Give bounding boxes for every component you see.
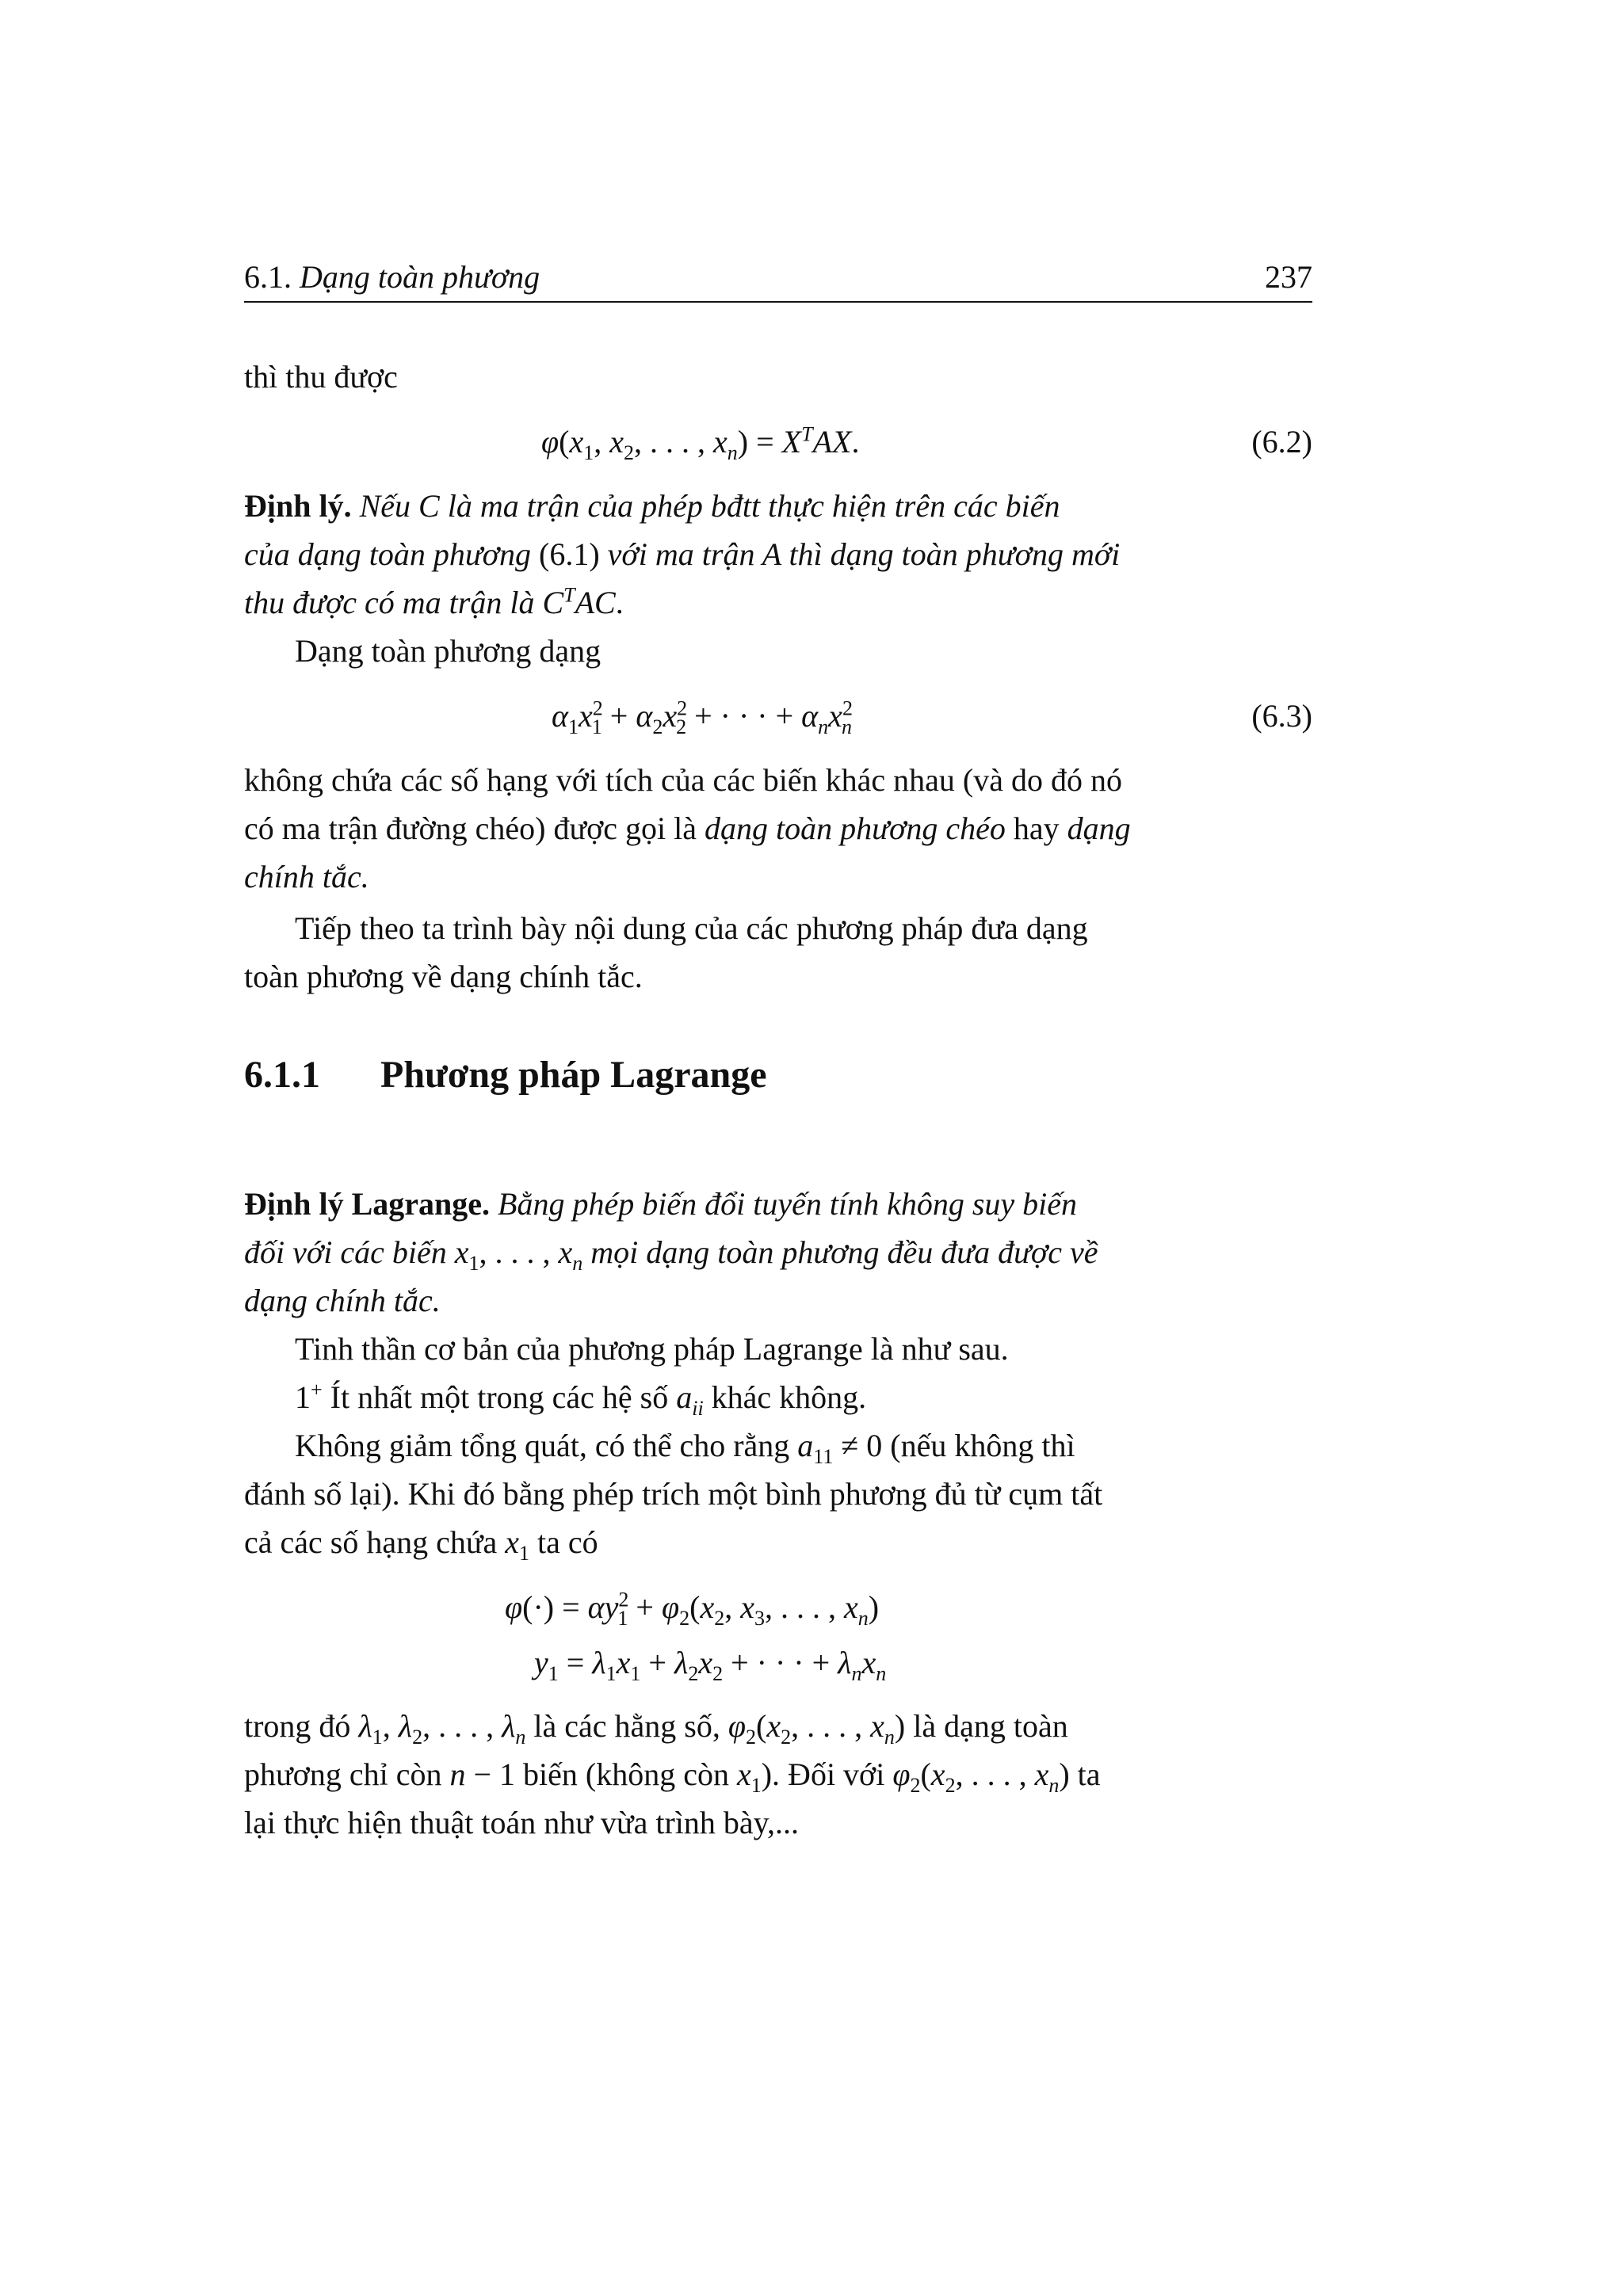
text: biến (không còn: [523, 1756, 729, 1792]
text: ). Đối với: [761, 1756, 885, 1792]
theorem-label: Định lý.: [244, 488, 352, 524]
theorem-text: thu được có ma trận là: [244, 585, 535, 620]
header-section: [244, 258, 540, 296]
page-number: 237: [1265, 259, 1312, 295]
equation-6-2: $\varphi(x_1$, $x_2$, . . . , $x_n) = X^TAX$.: [541, 422, 860, 464]
paragraph-line: toàn phương về dạng chính tắc.: [244, 959, 643, 994]
paragraph-line: Không giảm tổng quát, có thể cho rằng $a_{11} \ne 0$ (nếu không thì: [295, 1428, 1075, 1468]
paragraph-line: không chứa các số hạng với tích của các biến khác nhau (và do đó nó: [244, 762, 1122, 798]
paragraph-line: thì thu được: [244, 359, 398, 395]
header-section-number: 6.1.: [244, 259, 292, 295]
equation-number: (6.2): [1251, 424, 1312, 460]
text: là các hằng số,: [533, 1708, 720, 1744]
text: (nếu không thì: [890, 1428, 1075, 1463]
paragraph-line: 1+ Ít nhất một trong các hệ số $a_{ii}$ khác không.: [295, 1378, 867, 1420]
theorem-text: Nếu C là ma trận của phép bđtt thực hiện trên các biến: [359, 488, 1060, 524]
theorem-text: của dạng toàn phương: [244, 536, 532, 572]
text: Ít nhất một trong các hệ số: [330, 1379, 669, 1415]
theorem-line: dạng chính tắc.: [244, 1283, 441, 1318]
paragraph-line: cả các số hạng chứa $x_1$ ta có: [244, 1524, 598, 1565]
text: phương chỉ còn: [244, 1756, 442, 1792]
section-title: Phương pháp Lagrange: [380, 1054, 767, 1096]
paragraph-line: lại thực hiện thuật toán như vừa trình bày,...: [244, 1805, 800, 1840]
text: trong đó: [244, 1708, 351, 1744]
term: dạng toàn phương chéo: [705, 810, 1006, 846]
paragraph-line: Dạng toàn phương dạng: [295, 633, 601, 669]
step-label: 1: [295, 1379, 311, 1415]
text: hay: [1013, 810, 1060, 846]
equation-lagrange-1: $\varphi(\cdot) = \alpha y^2_1 + \varphi_2(x_2$, $x_3$, . . . , $x_n$): [505, 1588, 880, 1630]
theorem-line: thu được có ma trận là $C^TAC$.: [244, 583, 624, 620]
header-section-title: Dạng toàn phương: [300, 259, 540, 295]
theorem-line: [244, 482, 1312, 530]
theorem-line: [244, 531, 1312, 578]
text: Không giảm tổng quát, có thể cho rằng: [295, 1428, 790, 1463]
text: cả các số hạng chứa: [244, 1524, 498, 1560]
section-number: 6.1.1: [244, 1054, 320, 1096]
text: có ma trận đường chéo) được gọi là: [244, 810, 697, 846]
text: khác không.: [711, 1379, 867, 1415]
theorem-label: Định lý Lagrange.: [244, 1186, 491, 1222]
theorem-text: đối với các biến: [244, 1234, 447, 1270]
theorem-line: đối với các biến $x_1$, . . . , $x_n$ mọi dạng toàn phương đều đưa được về: [244, 1234, 1098, 1275]
section-heading: [244, 1047, 767, 1103]
theorem-text: Bằng phép biến đổi tuyến tính không suy biến: [498, 1186, 1078, 1222]
text: là dạng toàn: [913, 1708, 1068, 1744]
equation-6-3: $\alpha_1x^2_1 + \alpha_2x^2_2$ + · · · + $\alpha_nx^2_n$: [552, 696, 853, 738]
text: ta có: [537, 1524, 598, 1560]
paragraph-line: đánh số lại). Khi đó bằng phép trích một bình phương đủ từ cụm tất: [244, 1476, 1103, 1512]
theorem-text: với ma trận A thì dạng toàn phương mới: [607, 536, 1121, 572]
paragraph-line: [244, 805, 1312, 852]
equation-number: (6.3): [1251, 698, 1312, 734]
paragraph-line: Tiếp theo ta trình bày nội dung của các phương pháp đưa dạng: [295, 910, 1088, 946]
running-header: [244, 254, 1312, 303]
text: ta: [1077, 1756, 1101, 1792]
theorem-line: [244, 1180, 1312, 1228]
paragraph-line: trong đó $\lambda_1$, $\lambda_2$, . . . , $\lambda_n$ là các hằng số, $\varphi_2(x_2$, . . . , $x_n$) là dạng toàn: [244, 1708, 1068, 1749]
term: dạng: [1067, 810, 1131, 846]
equation-lagrange-2: $y_1 = \lambda_1x_1 + \lambda_2x_2$ + · · · + $\lambda_nx_n$: [534, 1645, 887, 1685]
theorem-text: mọi dạng toàn phương đều đưa được về: [590, 1234, 1098, 1270]
paragraph-line: Tinh thần cơ bản của phương pháp Lagrange là như sau.: [295, 1331, 1009, 1367]
paragraph-line: phương chỉ còn n − 1 biến (không còn $x_1$). Đối với $\varphi_2(x_2$, . . . , $x_n$) ta: [244, 1756, 1101, 1797]
paragraph-line: chính tắc.: [244, 859, 369, 894]
equation-ref: (6.1): [539, 536, 600, 572]
